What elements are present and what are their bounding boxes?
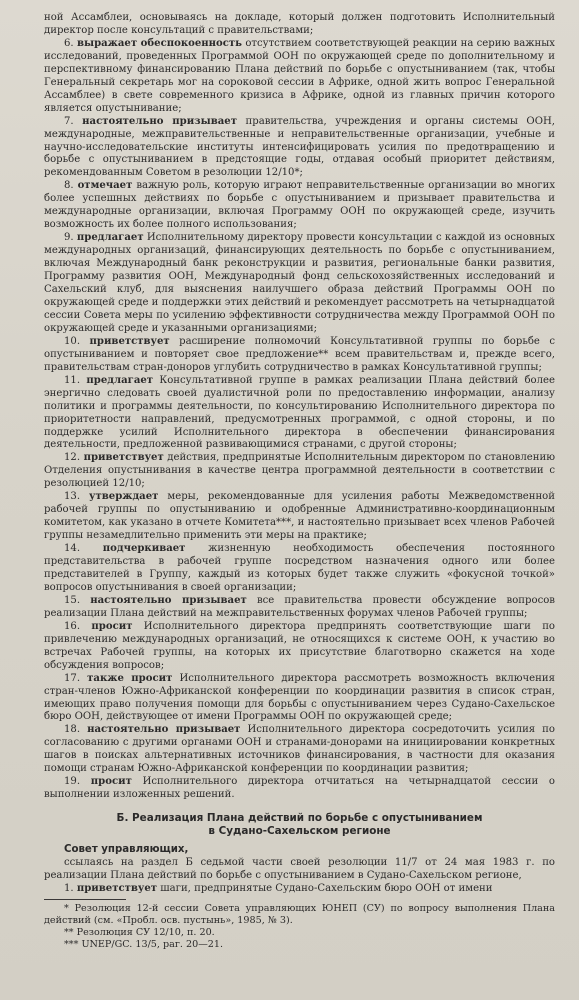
section-b-heading-line: в Судано-Сахельском регионе bbox=[208, 825, 391, 838]
paragraph-text: действия, предпринятые Исполнительным директором по становлению Отделения опустынивания в качестве центра программной деятельности в соответствии с резолюцией 12/10; bbox=[44, 452, 555, 490]
section-b-heading-line: Б. Реализация Плана действий по борьбе с опустыниванием bbox=[116, 812, 483, 825]
paragraph-keyword: просит bbox=[90, 776, 132, 788]
council-item-1 bbox=[44, 883, 555, 896]
footnotes bbox=[44, 903, 555, 951]
paragraph-text: Консультативной группе в рамках реализации Плана действий более энергично следовать своей дуалистичной роли по предоставлению информации, анализу политики и программы деятельности, по консультированию Исполнительного директора по приоритетности направлений, предусмотренных программой, с одной стороны, и по поддержке усилий Исполнительного директора в обеспечении финансирования деятельности, предложенной развивающимися странами, с другой стороны; bbox=[44, 374, 555, 451]
paragraph-8 bbox=[44, 180, 555, 232]
paragraph-text: правительства, учреждения и органы системы ООН, международные, межправительственные и неправительственные организации, учебные и научно-исследовательские институты интенсифицировать усилия по предотвращению и борьбе с опустыниванием в предстоящие годы, отдавая особый приоритет действиям, рекомендованным Советом в резолюции 12/10*; bbox=[44, 115, 555, 179]
paragraph-9 bbox=[44, 232, 555, 336]
paragraph-keyword: выражает обеспокоенность bbox=[76, 37, 243, 49]
paragraph-19 bbox=[44, 776, 555, 802]
paragraph-text: важную роль, которую играют неправительственные организации во многих более успешных действиях по борьбе с опустыниванием и призывает правительства и международные организации, включая Программу ООН по окружающей среде, изучить возможность их более полного использования; bbox=[44, 180, 556, 231]
paragraph-keyword: предлагает bbox=[86, 374, 154, 386]
paragraph-11 bbox=[44, 375, 555, 453]
paragraph-text: расширение полномочий Консультативной группы по борьбе с опустыниванием и повторяет свое предложение** всем правительствам и, прежде всего, правительствам стран-доноров углубить сотрудничество в рамках Консультативной группы; bbox=[44, 335, 555, 373]
paragraph-keyword: отмечает bbox=[77, 180, 133, 192]
paragraph-14 bbox=[44, 543, 555, 595]
paragraph-text: Исполнительного директора отчитаться на четырнадцатой сессии о выполнении изложенных решений. bbox=[44, 776, 555, 801]
reference-text: ссылаясь на раздел Б седьмой части своей резолюции 11/7 от 24 мая 1983 г. по реализации Плана действий по борьбе с опустыниванием в Судано-Сахельском регионе, bbox=[44, 857, 555, 882]
paragraph-keyword: приветствует bbox=[83, 452, 164, 464]
paragraph-number: 10. bbox=[64, 335, 81, 347]
council-label: Совет управляющих, bbox=[64, 844, 189, 856]
paragraph-number: 15. bbox=[64, 594, 81, 606]
footnote-3: *** UNEP/GC. 13/5, раг. 20—21. bbox=[64, 938, 224, 950]
paragraph-12 bbox=[44, 452, 555, 491]
footnote-divider bbox=[44, 899, 126, 900]
paragraph-number: 8. bbox=[64, 180, 74, 192]
paragraph-keyword: подчеркивает bbox=[102, 543, 186, 555]
paragraph-text: ной Ассамблеи, основываясь на докладе, который должен подготовить Исполнительный директор после консультаций с правительствами; bbox=[44, 12, 555, 36]
paragraph-text: меры, рекомендованные для усиления работы Межведомственной рабочей группы по опустыниванию и одобренные Административно-координационным комитетом, как указано в отчете Комитета***, и настоятельно призывает всех членов Рабочей группы незамедлительно применить эти меры на практике; bbox=[44, 491, 555, 542]
paragraph-number: 6. bbox=[64, 37, 74, 49]
paragraph-number: 14. bbox=[64, 543, 81, 555]
paragraph-text: отсутствием соответствующей реакции на серию важных исследований, проведенных Программой ООН по окружающей среде по дополнительному и перспективному финансированию Плана действий по борьбе с опустыниванием (так, чтобы Генеральный секретарь мог на сороковой сессии в Африке, одной жить вопрос Генеральной Ассамблее) в свете современного кризиса в Африке, одной из главных причин которого является опустынивание; bbox=[44, 37, 555, 114]
paragraph-number: 16. bbox=[64, 620, 81, 632]
paragraph-10 bbox=[44, 336, 555, 375]
paragraph-number: 13. bbox=[64, 491, 81, 503]
paragraph-number: 19. bbox=[64, 776, 81, 788]
paragraph-text: все правительства провести обсуждение вопросов реализации Плана действий на межправительственных форумах членов Рабочей группы; bbox=[44, 594, 555, 619]
paragraph-number: 18. bbox=[64, 724, 81, 736]
paragraph-number: 12. bbox=[64, 452, 81, 464]
paragraph-17 bbox=[44, 673, 555, 725]
paragraph-15 bbox=[44, 595, 555, 621]
paragraph-keyword: приветствует bbox=[76, 883, 158, 894]
paragraph-keyword: настоятельно призывает bbox=[82, 115, 237, 127]
paragraph-number: 17. bbox=[64, 672, 81, 684]
paragraph-number: 1. bbox=[64, 883, 74, 894]
paragraph-text: Исполнительного директора предпринять соответствующие шаги по привлечению международных организаций, не относящихся к системе ООН, к участию во встречах Рабочей группы, на которых их присутствие благотворно скажется на ходе обсуждения вопросов; bbox=[44, 620, 556, 671]
paragraph-continuation bbox=[44, 12, 555, 38]
paragraph-7 bbox=[44, 116, 555, 181]
footnote-2: ** Резолюция СУ 12/10, п. 20. bbox=[64, 926, 215, 938]
paragraph-keyword: утверждает bbox=[89, 491, 159, 503]
paragraph-keyword: также просит bbox=[87, 672, 173, 684]
paragraph-16 bbox=[44, 621, 555, 673]
paragraph-text: Исполнительному директору провести консультации с каждой из основных международных организаций, финансирующих деятельность по борьбе с опустыниванием, включая Международный банк реконструкции и развития, региональные банки развития, Программу развития ООН, Международный фонд сельскохозяйственных исследований и Сахельский клуб, для выяснения наилучшего образа действий Программы ООН по окружающей среде и поддержки этих действий и рекомендует рассмотреть на четырнадцатой сессии Совета меры по усилению эффективности сотрудничества между Программой ООН по окружающей среде и указанными организациями; bbox=[44, 232, 555, 334]
paragraph-text: Исполнительного директора рассмотреть возможность включения стран-членов Южно-Африканской конференции по координации развития в список стран, имеющих право получения помощи для борьбы с опустыниванием через Судано-Сахельское бюро ООН, действующее от имени Программы ООН по окружающей среде; bbox=[44, 672, 555, 723]
paragraph-13 bbox=[44, 491, 555, 543]
paragraph-keyword: настоятельно призывает bbox=[90, 594, 247, 606]
paragraph-number: 7. bbox=[64, 115, 74, 127]
paragraph-text: жизненную необходимость обеспечения постоянного представительства в рабочей группе посредством назначения одного или более представителей в Группу, каждый из которых будет также служить «фокусной точкой» вопросов опустынивания в своей организации; bbox=[44, 543, 556, 593]
paragraph-text: шаги, предпринятые Судано-Сахельским бюро ООН от имени bbox=[160, 883, 493, 894]
paragraph-keyword: просит bbox=[91, 620, 133, 632]
paragraph-text: Исполнительного директора сосредоточить усилия по согласованию с другими органами ООН и странами-донорами на инициировании конкретных шагов в поисках альтернативных источников финансирования, в частности для оказания помощи странам Южно-Африканской конференции по координации развития; bbox=[44, 724, 555, 775]
council-reference bbox=[44, 857, 555, 883]
resolution-text bbox=[44, 12, 555, 896]
paragraph-keyword: предлагает bbox=[76, 232, 144, 244]
footnote-1: * Резолюция 12-й сессии Совета управляющих ЮНЕП (СУ) по вопросу выполнения Плана действий (см. «Пробл. осв. пустынь», 1985, № 3). bbox=[44, 902, 555, 926]
paragraph-keyword: настоятельно призывает bbox=[87, 724, 241, 736]
paragraph-number: 9. bbox=[64, 232, 74, 244]
paragraph-keyword: приветствует bbox=[89, 335, 170, 347]
paragraph-number: 11. bbox=[64, 374, 81, 386]
paragraph-6 bbox=[44, 38, 555, 116]
section-b-heading bbox=[44, 812, 555, 838]
paragraph-18 bbox=[44, 724, 555, 776]
